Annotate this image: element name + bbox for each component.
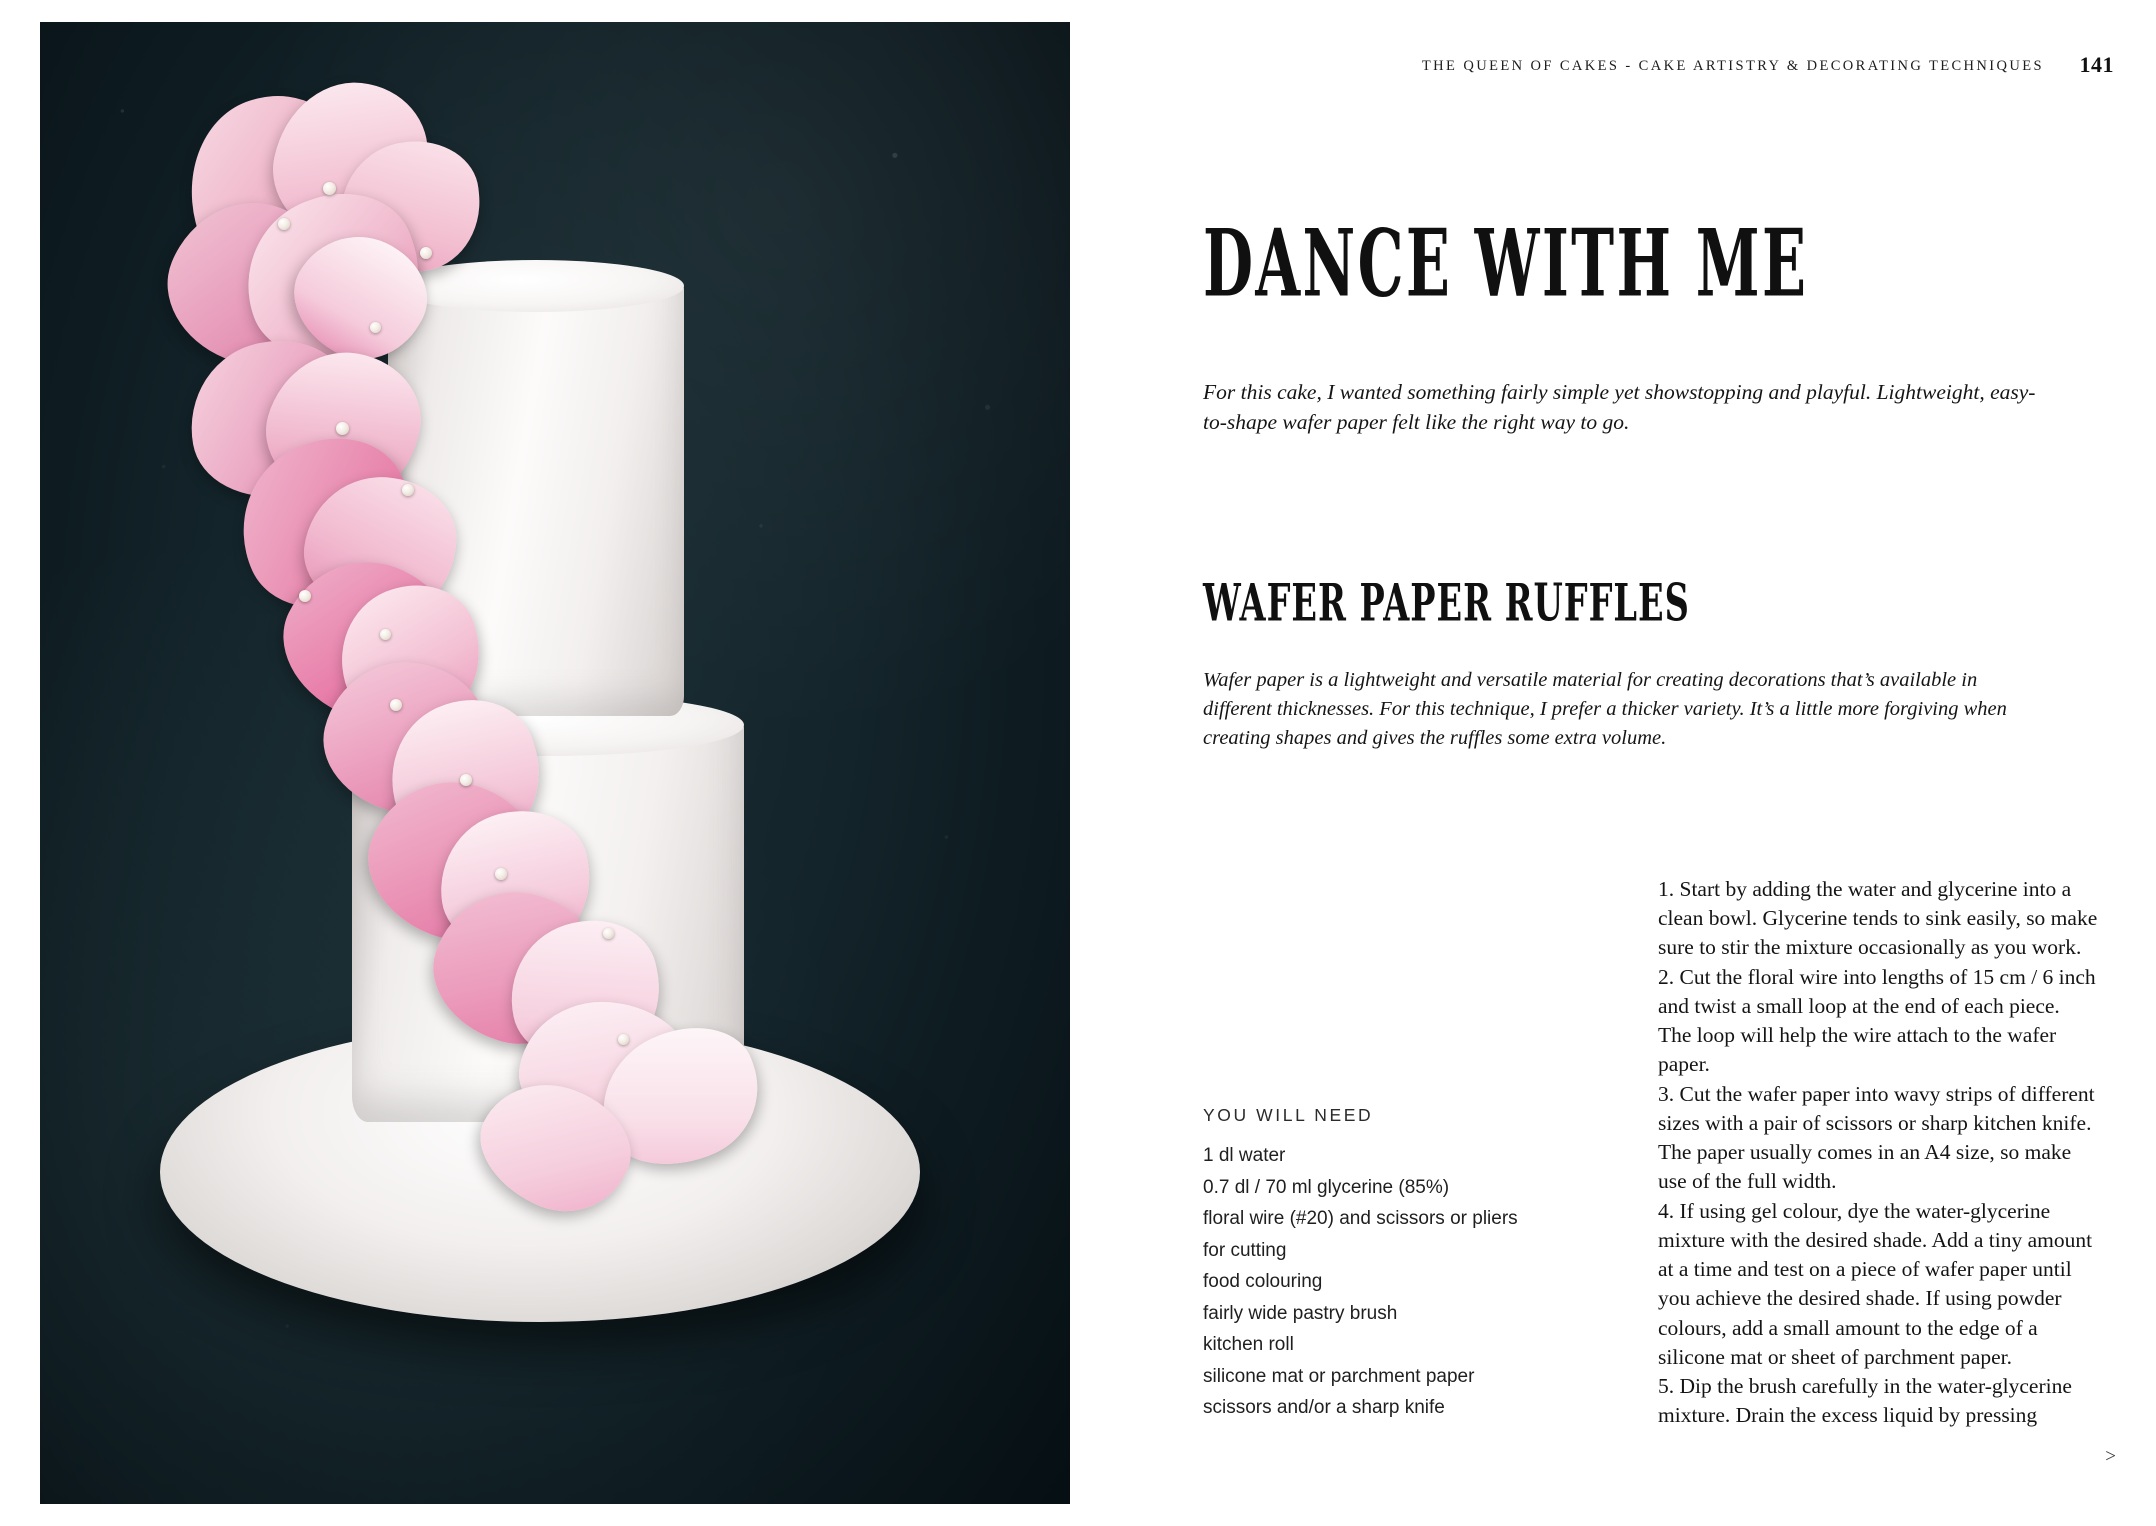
page-number: 141 (2079, 52, 2114, 77)
list-item: scissors and/or a sharp knife (1203, 1397, 1445, 1419)
step-item: 2. Cut the floral wire into lengths of 15 cm / 6 inch and twist a small loop at the end of each piece. The loop will help the wire attach to the wafer paper. (1658, 964, 2096, 1077)
materials-list (1203, 1140, 1583, 1424)
materials-heading: YOU WILL NEED (1203, 1105, 1374, 1125)
next-page-arrow[interactable]: > (2105, 1446, 2116, 1467)
list-item: kitchen roll (1203, 1334, 1294, 1356)
section-intro-paragraph: Wafer paper is a lightweight and versatile material for creating decorations that’s available in different thicknesses. For this technique, I prefer a thicker variety. It’s a little more forgiving when creating shapes and gives the ruffles some extra volume. (1203, 668, 2007, 749)
list-item: floral wire (#20) and scissors or pliers (1203, 1208, 1518, 1230)
list-item: fairly wide pastry brush (1203, 1302, 1398, 1324)
running-head: THE QUEEN OF CAKES - CAKE ARTISTRY & DECORATING TECHNIQUES (1421, 58, 2044, 74)
step-item: 4. If using gel colour, dye the water-glycerine mixture with the desired shade. Add a tiny amount at a time and test on a piece of wafer paper until you achieve the desired shade. If using powder colours, add a small amount to the edge of a silicone mat or sheet of parchment paper. (1658, 1198, 2093, 1369)
list-item: for cutting (1203, 1239, 1287, 1261)
page-title: DANCE WITH ME (1203, 210, 1809, 318)
recipe-text-page (1070, 0, 2156, 1526)
wafer-paper-ruffle-cascade (40, 22, 1070, 1504)
materials-block (1203, 1105, 1583, 1424)
intro-paragraph: For this cake, I wanted something fairly simple yet showstopping and playful. Lightweight, easy-to-shape wafer paper felt like the right way to go. (1203, 379, 2036, 435)
section-title: WAFER PAPER RUFFLES (1203, 572, 1690, 633)
step-item: 3. Cut the wafer paper into wavy strips of different sizes with a pair of scissors or sharp kitchen knife. The paper usually comes in an A4 size, so make use of the full width. (1658, 1081, 2095, 1194)
list-item: silicone mat or parchment paper (1203, 1365, 1475, 1387)
instruction-steps (1658, 875, 2098, 1430)
list-item: 0.7 dl / 70 ml glycerine (85%) (1203, 1176, 1450, 1198)
list-item: food colouring (1203, 1271, 1323, 1293)
list-item: 1 dl water (1203, 1145, 1286, 1166)
step-item: 5. Dip the brush carefully in the water-glycerine mixture. Drain the excess liquid by pressing (1658, 1373, 2072, 1428)
step-item: 1. Start by adding the water and glycerine into a clean bowl. Glycerine tends to sink easily, so make sure to stir the mixture occasionally as you work. (1658, 877, 2098, 960)
cake-photograph (40, 22, 1070, 1504)
